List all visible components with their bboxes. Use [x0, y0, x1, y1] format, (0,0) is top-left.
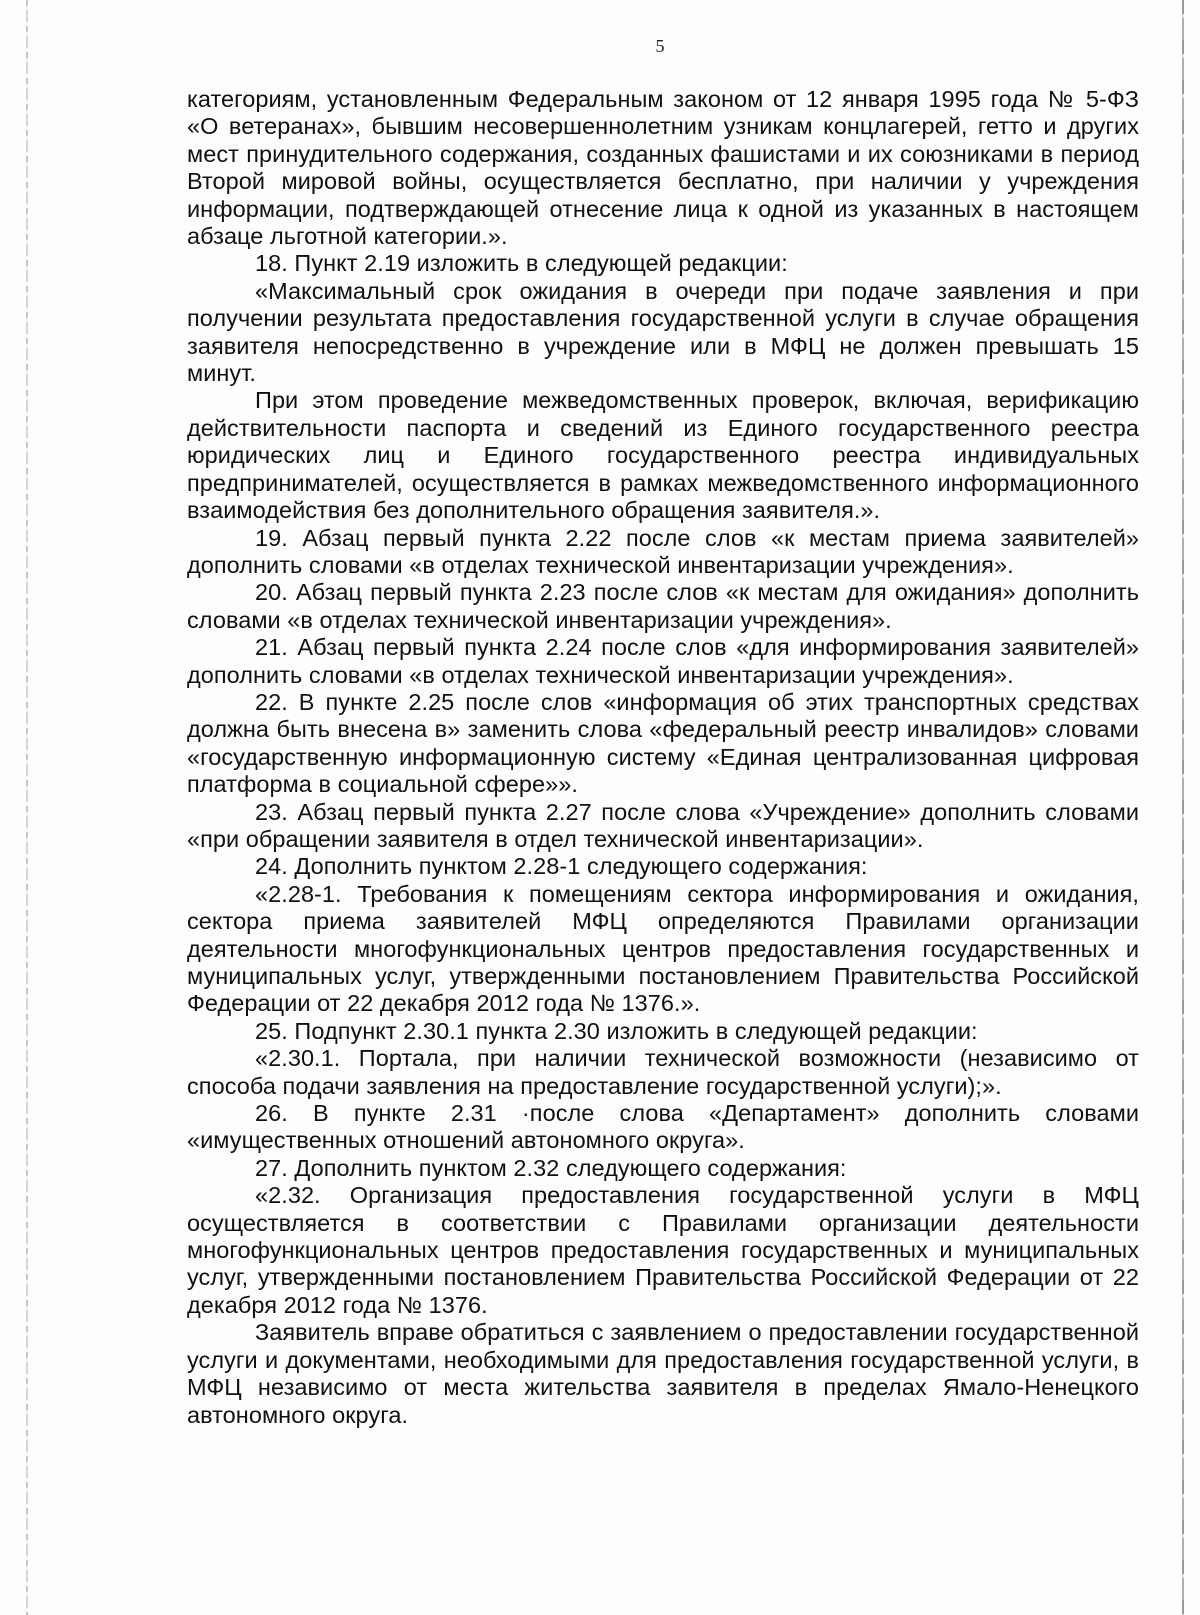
paragraph: «2.30.1. Портала, при наличии технической возможности (независимо от способа подачи заявления на предоставление государственной услуги);». [187, 1045, 1139, 1099]
paragraph: «2.32. Организация предоставления государственной услуги в МФЦ осуществляется в соответствии с Правилами организации деятельности многофункциональных центров предоставления государственных и муниципальных услуг, утвержденными постановлением Правительства Российской Федерации от 22 декабря 2012 года № 1376. [187, 1182, 1139, 1318]
document-body [187, 86, 1139, 1429]
paragraph: 21. Абзац первый пункта 2.24 после слов «для информирования заявителей» дополнить словами «в отделах технической инвентаризации учреждения». [187, 634, 1139, 688]
paragraph: 19. Абзац первый пункта 2.22 после слов «к местам приема заявителей» дополнить словами «в отделах технической инвентаризации учреждения». [187, 524, 1139, 578]
paragraph: «2.28-1. Требования к помещениям сектора информирования и ожидания, сектора приема заявителей МФЦ определяются Правилами организации деятельности многофункциональных центров предоставления государственных и муниципальных услуг, утвержденными постановлением Правительства Российской Федерации от 22 декабря 2012 года № 1376.». [187, 880, 1139, 1017]
scan-right-edge [1182, 0, 1184, 1615]
paragraph: 18. Пункт 2.19 изложить в следующей редакции: [255, 250, 788, 277]
paragraph: категориям, установленным Федеральным законом от 12 января 1995 года № 5-ФЗ «О ветеранах», бывшим несовершеннолетним узникам концлагерей, гетто и других мест принудительного содержания, созданных фашистами и их союзниками в период Второй мировой войны, осуществляется бесплатно, при наличии у учреждения информации, подтверждающей отнесение лица к одной из указанных в настоящем абзаце льготной категории.». [187, 86, 1139, 250]
paragraph: 23. Абзац первый пункта 2.27 после слова «Учреждение» дополнить словами «при обращении заявителя в отдел технической инвентаризации». [187, 798, 1139, 852]
paragraph: «Максимальный срок ожидания в очереди при подаче заявления и при получении результата предоставления государственной услуги в случае обращения заявителя непосредственно в учреждение или в МФЦ не должен превышать 15 минут. [187, 277, 1139, 387]
paragraph: 22. В пункте 2.25 после слов «информация об этих транспортных средствах должна быть внесена в» заменить слова «федеральный реестр инвалидов» словами «государственную информационную систему «Единая централизованная цифровая платформа в социальной сфере»». [187, 688, 1139, 798]
paragraph: 20. Абзац первый пункта 2.23 после слов «к местам для ожидания» дополнить словами «в отделах технической инвентаризации учреждения». [187, 579, 1139, 633]
scan-left-edge [26, 0, 28, 1615]
page-number: 5 [655, 36, 665, 56]
paragraph: 24. Дополнить пунктом 2.28-1 следующего содержания: [255, 853, 868, 880]
paragraph: 25. Подпункт 2.30.1 пункта 2.30 изложить в следующей редакции: [255, 1017, 978, 1044]
paragraph: 26. В пункте 2.31 ·после слова «Департамент» дополнить словами «имущественных отношений автономного округа». [187, 1100, 1139, 1154]
paragraph: 27. Дополнить пунктом 2.32 следующего содержания: [255, 1154, 847, 1181]
paragraph: Заявитель вправе обратиться с заявлением о предоставлении государственной услуги и документами, необходимыми для предоставления государственной услуги, в МФЦ независимо от места жительства заявителя в пределах Ямало-Ненецкого автономного округа. [187, 1319, 1139, 1428]
paragraph: При этом проведение межведомственных проверок, включая, верификацию действительности паспорта и сведений из Единого государственного реестра юридических лиц и Единого государственного реестра индивидуальных предпринимателей, осуществляется в рамках межведомственного информационного взаимодействия без дополнительного обращения заявителя.». [187, 387, 1139, 524]
